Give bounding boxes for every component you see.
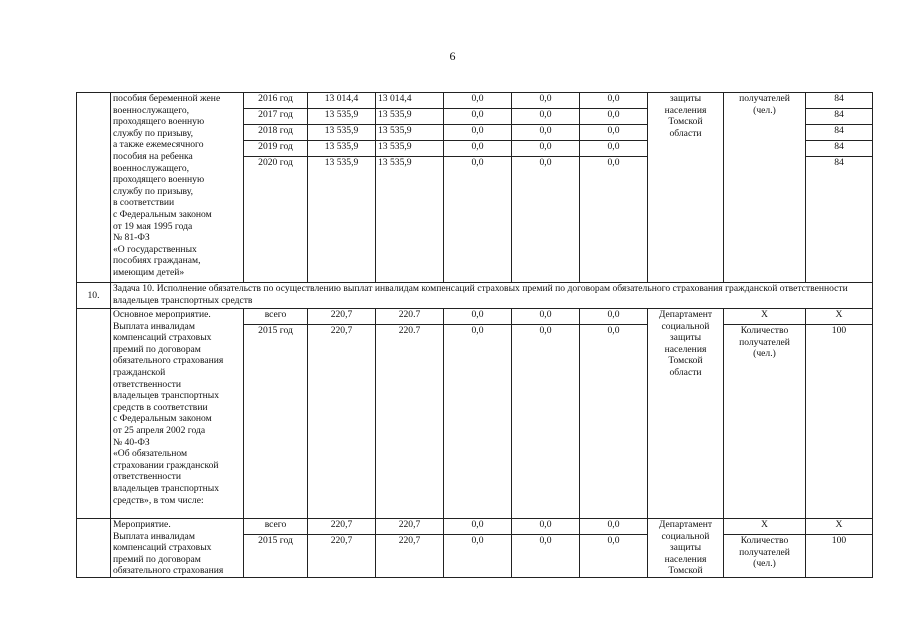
activity-description: пособия беременной жене военнослужащего, проходящего военную службу по призыву, а также ежемесячного пособия на ребенка военнослужащего, проходящего военную службу по призыву, в соответствии с Федеральным законом от 19 мая 1995 года № 81-ФЗ «О государственных пособиях гражданам, имеющим детей» [111, 93, 244, 283]
regional-cell: 13 535,9 [376, 141, 444, 157]
executor-cell: Департамент социальной защиты населения Томской [648, 519, 724, 578]
page-number: 6 [449, 49, 456, 63]
task-row [77, 283, 873, 309]
year-cell: 2018 год [244, 125, 308, 141]
table-row [77, 309, 873, 325]
total-cell: 13 535,9 [308, 157, 376, 283]
amount-cell: 0,0 [580, 157, 648, 283]
value-cell: Х [806, 309, 873, 325]
row-number-cell [77, 93, 111, 283]
amount-cell: 0,0 [512, 93, 580, 109]
amount-cell: 0,0 [580, 109, 648, 125]
total-cell: 220,7 [308, 325, 376, 519]
executor-cell: защиты населения Томской области [648, 93, 724, 283]
year-cell: 2015 год [244, 325, 308, 519]
regional-cell: 220.7 [376, 309, 444, 325]
task-title: Задача 10. Исполнение обязательств по осуществлению выплат инвалидам компенсаций страховых премий по договорам обязательного страхования гражданской ответственности владельцев транспортных средств [111, 283, 873, 309]
regional-cell: 13 014,4 [376, 93, 444, 109]
amount-cell: 0,0 [444, 141, 512, 157]
year-cell: 2020 год [244, 157, 308, 283]
indicator-cell: Количество получателей (чел.) [724, 325, 806, 519]
amount-cell: 0,0 [580, 535, 648, 578]
amount-cell: 0,0 [444, 109, 512, 125]
year-cell: всего [244, 519, 308, 535]
amount-cell: 0,0 [444, 93, 512, 109]
row-number-cell [77, 309, 111, 519]
total-cell: 220,7 [308, 309, 376, 325]
value-cell: Х [806, 519, 873, 535]
amount-cell: 0,0 [580, 519, 648, 535]
amount-cell: 0,0 [580, 93, 648, 109]
regional-cell: 13 535,9 [376, 157, 444, 283]
total-cell: 220,7 [308, 535, 376, 578]
year-cell: всего [244, 309, 308, 325]
executor-cell: Департамент социальной защиты населения Томской области [648, 309, 724, 519]
amount-cell: 0,0 [444, 309, 512, 325]
amount-cell: 0,0 [512, 157, 580, 283]
amount-cell: 0,0 [444, 125, 512, 141]
total-cell: 13 535,9 [308, 109, 376, 125]
year-cell: 2017 год [244, 109, 308, 125]
amount-cell: 0,0 [444, 325, 512, 519]
table-row [77, 93, 873, 109]
indicator-cell: Х [724, 519, 806, 535]
year-cell: 2019 год [244, 141, 308, 157]
regional-cell: 13 535,9 [376, 125, 444, 141]
value-cell: 84 [806, 93, 873, 109]
value-cell: 100 [806, 325, 873, 519]
regional-cell: 220.7 [376, 325, 444, 519]
amount-cell: 0,0 [444, 519, 512, 535]
activity-description: Мероприятие. Выплата инвалидам компенсаций страховых премий по договорам обязательного страхования [111, 519, 244, 578]
activity-description: Основное мероприятие. Выплата инвалидам компенсаций страховых премий по договорам обязательного страхования гражданской ответственности владельцев транспортных средств в соответствии с Федеральным законом от 25 апреля 2002 года № 40-ФЗ «Об обязательном страховании гражданской ответственности владельцев транспортных средств», в том числе: [111, 309, 244, 519]
value-cell: 84 [806, 125, 873, 141]
amount-cell: 0,0 [512, 519, 580, 535]
regional-cell: 220,7 [376, 519, 444, 535]
value-cell: 84 [806, 157, 873, 283]
indicator-cell: Количество получателей (чел.) [724, 535, 806, 578]
total-cell: 13 014,4 [308, 93, 376, 109]
total-cell: 220,7 [308, 519, 376, 535]
amount-cell: 0,0 [580, 125, 648, 141]
value-cell: 84 [806, 141, 873, 157]
program-table [76, 92, 873, 578]
task-number: 10. [77, 283, 111, 309]
amount-cell: 0,0 [512, 109, 580, 125]
regional-cell: 220,7 [376, 535, 444, 578]
amount-cell: 0,0 [512, 535, 580, 578]
amount-cell: 0,0 [512, 325, 580, 519]
amount-cell: 0,0 [444, 157, 512, 283]
table-row [77, 519, 873, 535]
year-cell: 2015 год [244, 535, 308, 578]
amount-cell: 0,0 [580, 309, 648, 325]
value-cell: 84 [806, 109, 873, 125]
amount-cell: 0,0 [512, 141, 580, 157]
amount-cell: 0,0 [512, 309, 580, 325]
amount-cell: 0,0 [580, 325, 648, 519]
year-cell: 2016 год [244, 93, 308, 109]
amount-cell: 0,0 [444, 535, 512, 578]
amount-cell: 0,0 [580, 141, 648, 157]
row-number-cell [77, 519, 111, 578]
indicator-cell: Х [724, 309, 806, 325]
total-cell: 13 535,9 [308, 141, 376, 157]
amount-cell: 0,0 [512, 125, 580, 141]
value-cell: 100 [806, 535, 873, 578]
total-cell: 13 535,9 [308, 125, 376, 141]
regional-cell: 13 535,9 [376, 109, 444, 125]
indicator-cell: получателей (чел.) [724, 93, 806, 283]
